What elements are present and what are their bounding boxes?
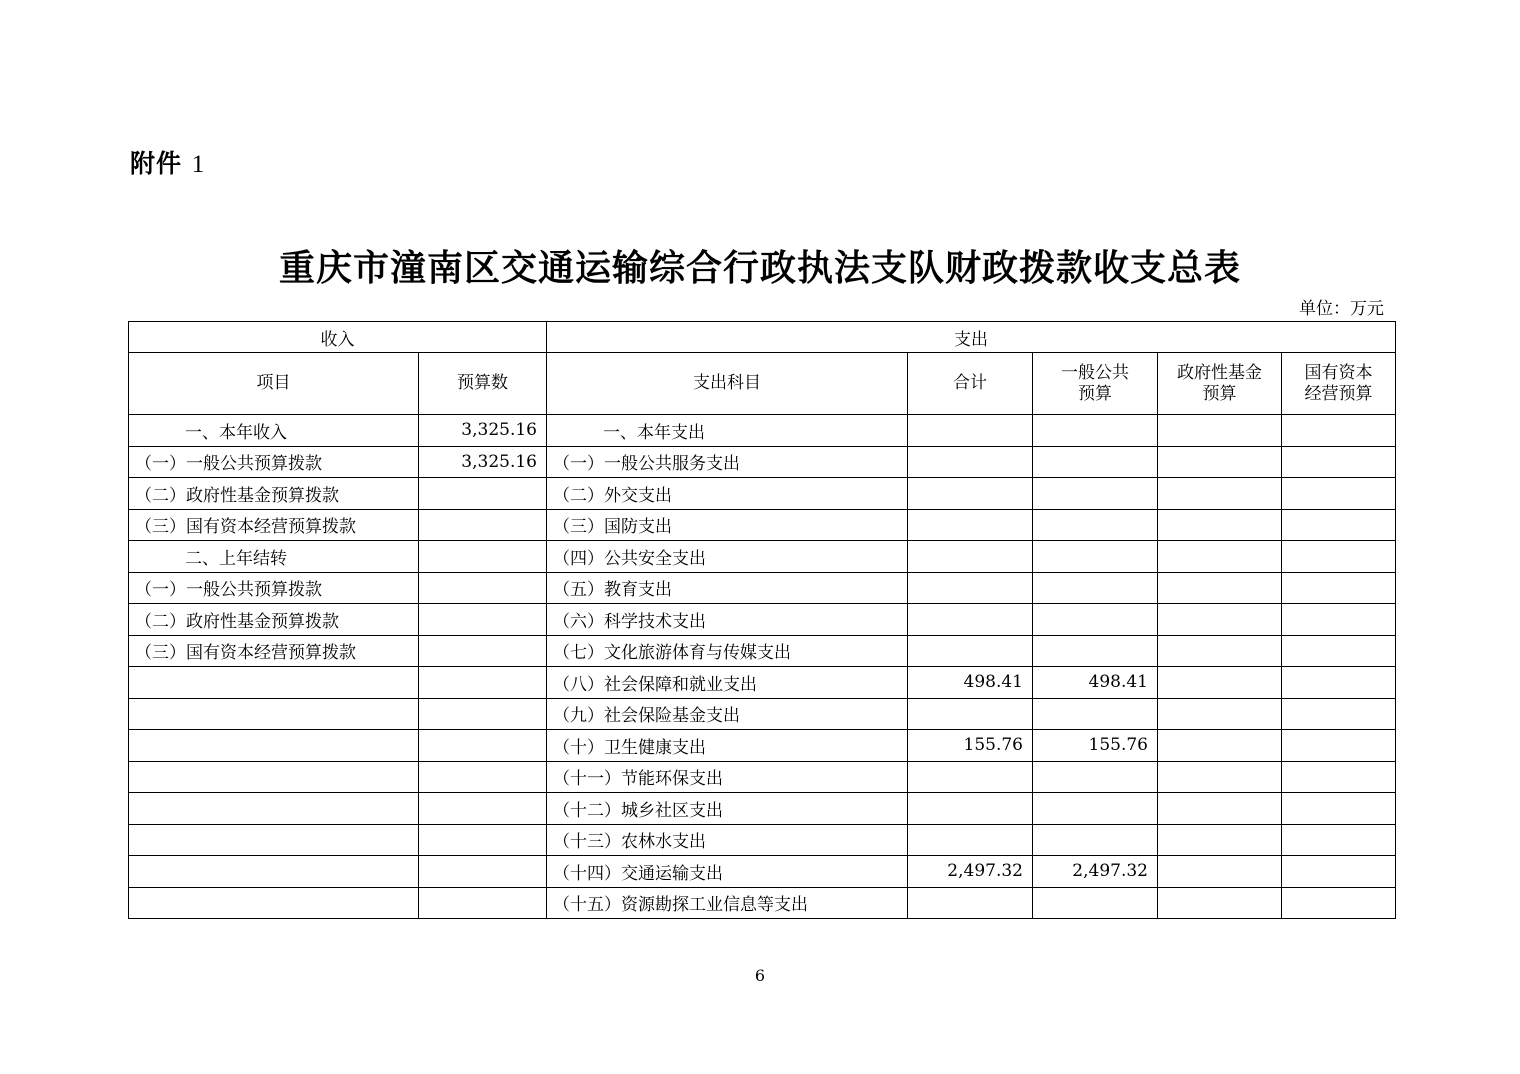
expense-item-cell: （五）教育支出 bbox=[547, 572, 908, 604]
income-budget-cell bbox=[419, 635, 547, 667]
table-row bbox=[129, 541, 1396, 573]
expense-general-cell: 2,497.32 bbox=[1033, 856, 1158, 888]
income-item-cell bbox=[129, 667, 419, 699]
expense-general-cell: 498.41 bbox=[1033, 667, 1158, 699]
expense-general-cell bbox=[1033, 415, 1158, 447]
income-budget-cell bbox=[419, 793, 547, 825]
expense-general-cell bbox=[1033, 761, 1158, 793]
col-header-budget: 预算数 bbox=[419, 353, 547, 415]
expense-state-cell bbox=[1282, 415, 1396, 447]
expense-item-cell: （十）卫生健康支出 bbox=[547, 730, 908, 762]
group-header-row bbox=[129, 322, 1396, 353]
expense-total-cell: 155.76 bbox=[908, 730, 1033, 762]
income-item-cell bbox=[129, 824, 419, 856]
col-header-state: 国有资本 经营预算 bbox=[1282, 353, 1396, 415]
expense-total-cell bbox=[908, 541, 1033, 573]
page-title: 重庆市潼南区交通运输综合行政执法支队财政拨款收支总表 bbox=[278, 248, 1241, 289]
expense-total-cell bbox=[908, 761, 1033, 793]
expense-state-cell bbox=[1282, 667, 1396, 699]
expense-total-cell bbox=[908, 572, 1033, 604]
expense-state-cell bbox=[1282, 635, 1396, 667]
income-budget-cell bbox=[419, 541, 547, 573]
table-row bbox=[129, 667, 1396, 699]
attachment-label bbox=[130, 144, 205, 180]
table-row bbox=[129, 572, 1396, 604]
table-row bbox=[129, 446, 1396, 478]
expense-state-cell bbox=[1282, 761, 1396, 793]
expense-fund-cell bbox=[1158, 604, 1282, 636]
expense-fund-cell bbox=[1158, 730, 1282, 762]
table-row bbox=[129, 730, 1396, 762]
income-budget-cell bbox=[419, 604, 547, 636]
expense-total-cell bbox=[908, 415, 1033, 447]
expense-general-cell bbox=[1033, 793, 1158, 825]
budget-table bbox=[128, 321, 1396, 919]
expense-general-cell bbox=[1033, 604, 1158, 636]
expense-item-cell: （一）一般公共服务支出 bbox=[547, 446, 908, 478]
income-item-cell: （一）一般公共预算拨款 bbox=[129, 446, 419, 478]
col-header-general: 一般公共 预算 bbox=[1033, 353, 1158, 415]
col-header-total: 合计 bbox=[908, 353, 1033, 415]
expense-total-cell bbox=[908, 793, 1033, 825]
expense-item-cell: （六）科学技术支出 bbox=[547, 604, 908, 636]
expense-total-cell bbox=[908, 887, 1033, 919]
income-budget-cell bbox=[419, 887, 547, 919]
expense-general-cell bbox=[1033, 572, 1158, 604]
income-budget-cell bbox=[419, 572, 547, 604]
unit-label: 单位：万元 bbox=[1299, 299, 1384, 319]
expense-total-cell bbox=[908, 698, 1033, 730]
expense-general-cell bbox=[1033, 478, 1158, 510]
expense-item-cell: （十二）城乡社区支出 bbox=[547, 793, 908, 825]
expense-item-cell: （七）文化旅游体育与传媒支出 bbox=[547, 635, 908, 667]
expense-state-cell bbox=[1282, 793, 1396, 825]
expense-total-cell: 498.41 bbox=[908, 667, 1033, 699]
expense-state-cell bbox=[1282, 478, 1396, 510]
table-row bbox=[129, 604, 1396, 636]
attachment-text: 附件 bbox=[130, 149, 183, 178]
income-item-cell: （一）一般公共预算拨款 bbox=[129, 572, 419, 604]
income-item-cell: （二）政府性基金预算拨款 bbox=[129, 604, 419, 636]
income-budget-cell: 3,325.16 bbox=[419, 446, 547, 478]
expense-total-cell bbox=[908, 509, 1033, 541]
col-header-item: 项目 bbox=[129, 353, 419, 415]
expense-general-cell bbox=[1033, 446, 1158, 478]
income-item-cell: （二）政府性基金预算拨款 bbox=[129, 478, 419, 510]
expense-item-cell: （十三）农林水支出 bbox=[547, 824, 908, 856]
expense-general-cell bbox=[1033, 541, 1158, 573]
table-row bbox=[129, 793, 1396, 825]
income-budget-cell bbox=[419, 824, 547, 856]
income-item-cell bbox=[129, 793, 419, 825]
expense-state-cell bbox=[1282, 572, 1396, 604]
expense-total-cell: 2,497.32 bbox=[908, 856, 1033, 888]
expense-state-cell bbox=[1282, 541, 1396, 573]
expense-total-cell bbox=[908, 446, 1033, 478]
income-item-cell: （三）国有资本经营预算拨款 bbox=[129, 509, 419, 541]
expense-item-cell: 一、本年支出 bbox=[547, 415, 908, 447]
expense-total-cell bbox=[908, 635, 1033, 667]
table-row bbox=[129, 509, 1396, 541]
expense-general-cell bbox=[1033, 635, 1158, 667]
table-row bbox=[129, 698, 1396, 730]
column-header-row bbox=[129, 353, 1396, 415]
expense-fund-cell bbox=[1158, 667, 1282, 699]
expense-state-cell bbox=[1282, 698, 1396, 730]
income-budget-cell bbox=[419, 730, 547, 762]
table-body bbox=[129, 415, 1396, 919]
expense-fund-cell bbox=[1158, 572, 1282, 604]
income-budget-cell bbox=[419, 698, 547, 730]
income-item-cell: （三）国有资本经营预算拨款 bbox=[129, 635, 419, 667]
expense-state-cell bbox=[1282, 509, 1396, 541]
expense-fund-cell bbox=[1158, 478, 1282, 510]
expense-total-cell bbox=[908, 604, 1033, 636]
expense-item-cell: （十五）资源勘探工业信息等支出 bbox=[547, 887, 908, 919]
expense-fund-cell bbox=[1158, 698, 1282, 730]
income-budget-cell: 3,325.16 bbox=[419, 415, 547, 447]
income-item-cell: 一、本年收入 bbox=[129, 415, 419, 447]
expense-fund-cell bbox=[1158, 541, 1282, 573]
expense-total-cell bbox=[908, 478, 1033, 510]
expense-fund-cell bbox=[1158, 793, 1282, 825]
page-number: 6 bbox=[754, 966, 766, 985]
income-item-cell bbox=[129, 730, 419, 762]
income-item-cell bbox=[129, 856, 419, 888]
income-item-cell bbox=[129, 761, 419, 793]
expense-item-cell: （八）社会保障和就业支出 bbox=[547, 667, 908, 699]
expense-item-cell: （四）公共安全支出 bbox=[547, 541, 908, 573]
expense-state-cell bbox=[1282, 824, 1396, 856]
expense-item-cell: （二）外交支出 bbox=[547, 478, 908, 510]
expense-general-cell bbox=[1033, 824, 1158, 856]
table-row bbox=[129, 761, 1396, 793]
income-group-header: 收入 bbox=[129, 322, 547, 353]
expense-state-cell bbox=[1282, 856, 1396, 888]
expense-general-cell bbox=[1033, 887, 1158, 919]
income-budget-cell bbox=[419, 667, 547, 699]
expense-state-cell bbox=[1282, 730, 1396, 762]
col-header-fund: 政府性基金 预算 bbox=[1158, 353, 1282, 415]
expense-general-cell bbox=[1033, 698, 1158, 730]
expense-fund-cell bbox=[1158, 446, 1282, 478]
expense-item-cell: （三）国防支出 bbox=[547, 509, 908, 541]
expense-fund-cell bbox=[1158, 509, 1282, 541]
attachment-number: 1 bbox=[191, 151, 206, 178]
income-budget-cell bbox=[419, 478, 547, 510]
expense-state-cell bbox=[1282, 887, 1396, 919]
table-row bbox=[129, 856, 1396, 888]
table-row bbox=[129, 415, 1396, 447]
col-header-expense-item: 支出科目 bbox=[547, 353, 908, 415]
expense-item-cell: （九）社会保险基金支出 bbox=[547, 698, 908, 730]
table-row bbox=[129, 887, 1396, 919]
income-item-cell bbox=[129, 698, 419, 730]
expense-fund-cell bbox=[1158, 887, 1282, 919]
income-item-cell bbox=[129, 887, 419, 919]
income-budget-cell bbox=[419, 856, 547, 888]
income-item-cell: 二、上年结转 bbox=[129, 541, 419, 573]
table-row bbox=[129, 824, 1396, 856]
table-row bbox=[129, 635, 1396, 667]
expense-item-cell: （十四）交通运输支出 bbox=[547, 856, 908, 888]
expense-fund-cell bbox=[1158, 761, 1282, 793]
income-budget-cell bbox=[419, 761, 547, 793]
expense-state-cell bbox=[1282, 446, 1396, 478]
expense-fund-cell bbox=[1158, 635, 1282, 667]
table-row bbox=[129, 478, 1396, 510]
expense-general-cell bbox=[1033, 509, 1158, 541]
expense-fund-cell bbox=[1158, 824, 1282, 856]
expense-total-cell bbox=[908, 824, 1033, 856]
expense-state-cell bbox=[1282, 604, 1396, 636]
expense-fund-cell bbox=[1158, 856, 1282, 888]
expense-item-cell: （十一）节能环保支出 bbox=[547, 761, 908, 793]
income-budget-cell bbox=[419, 509, 547, 541]
expense-group-header: 支出 bbox=[547, 322, 1396, 353]
expense-general-cell: 155.76 bbox=[1033, 730, 1158, 762]
expense-fund-cell bbox=[1158, 415, 1282, 447]
